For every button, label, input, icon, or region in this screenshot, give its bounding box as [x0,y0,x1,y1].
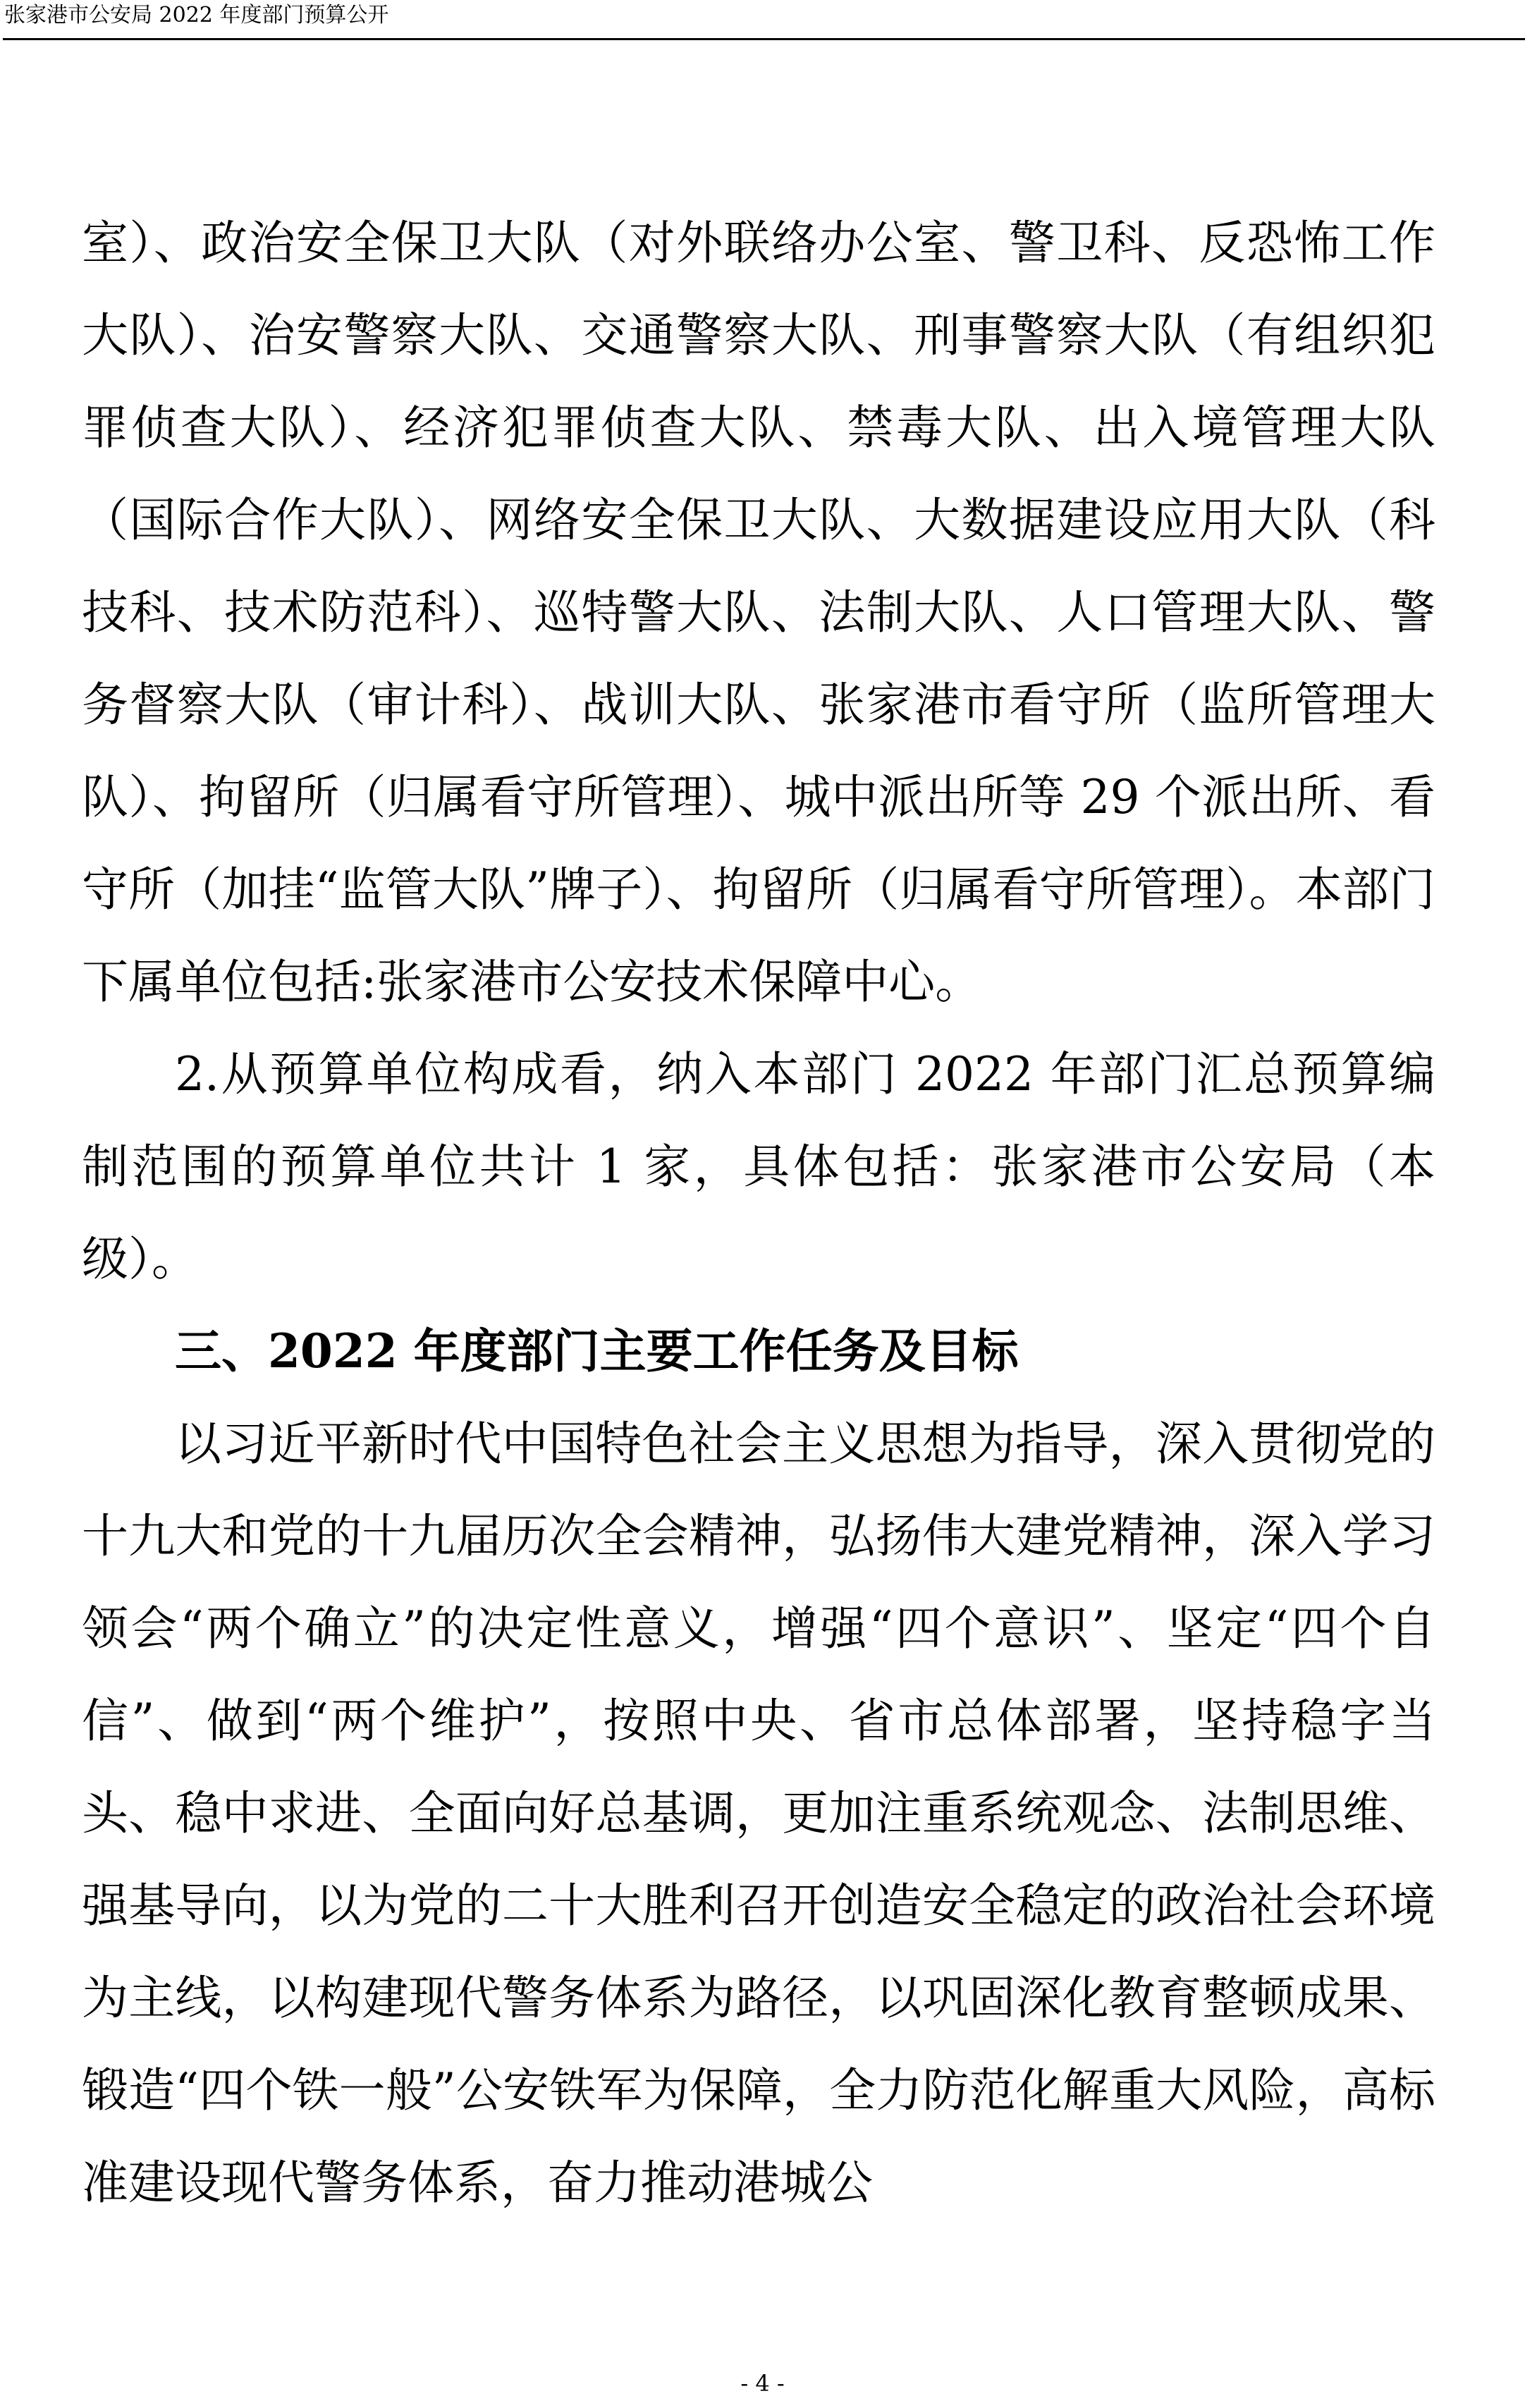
paragraph-org-units: 室）、政治安全保卫大队（对外联络办公室、警卫科、反恐怖工作大队）、治安警察大队、交通警察大队、刑事警察大队（有组织犯罪侦查大队）、经济犯罪侦查大队、禁毒大队、出入境管理大队（国际合作大队）、网络安全保卫大队、大数据建设应用大队（科技科、技术防范科）、巡特警大队、法制大队、人口管理大队、警务督察大队（审计科）、战训大队、张家港市看守所（监所管理大队）、拘留所（归属看守所管理）、城中派出所等 29 个派出所、看守所（加挂“监管大队”牌子）、拘留所（归属看守所管理）。本部门下属单位包括:张家港市公安技术保障中心。 [82,216,1435,1009]
header-title: 张家港市公安局 2022 年度部门预算公开 [4,3,389,27]
section-heading-tasks: 三、2022 年度部门主要工作任务及目标 [175,1324,1019,1379]
page-number: - 4 - [740,2370,785,2397]
running-header [3,0,1525,40]
body-text [82,197,1435,2229]
paragraph-budget-units: 2.从预算单位构成看，纳入本部门 2022 年部门汇总预算编制范围的预算单位共计 1 家，具体包括：张家港市公安局（本级）。 [82,1047,1435,1286]
paragraph-tasks: 以习近平新时代中国特色社会主义思想为指导，深入贯彻党的十九大和党的十九届历次全会精神，弘扬伟大建党精神，深入学习领会“两个确立”的决定性意义，增强“四个意识”、坚定“四个自信”、做到“两个维护”，按照中央、省市总体部署，坚持稳字当头、稳中求进、全面向好总基调，更加注重系统观念、法制思维、强基导向，以为党的二十大胜利召开创造安全稳定的政治社会环境为主线，以构建现代警务体系为路径，以巩固深化教育整顿成果、锻造“四个铁一般”公安铁军为保障，全力防范化解重大风险，高标准建设现代警务体系，奋力推动港城公 [82,1417,1435,2210]
